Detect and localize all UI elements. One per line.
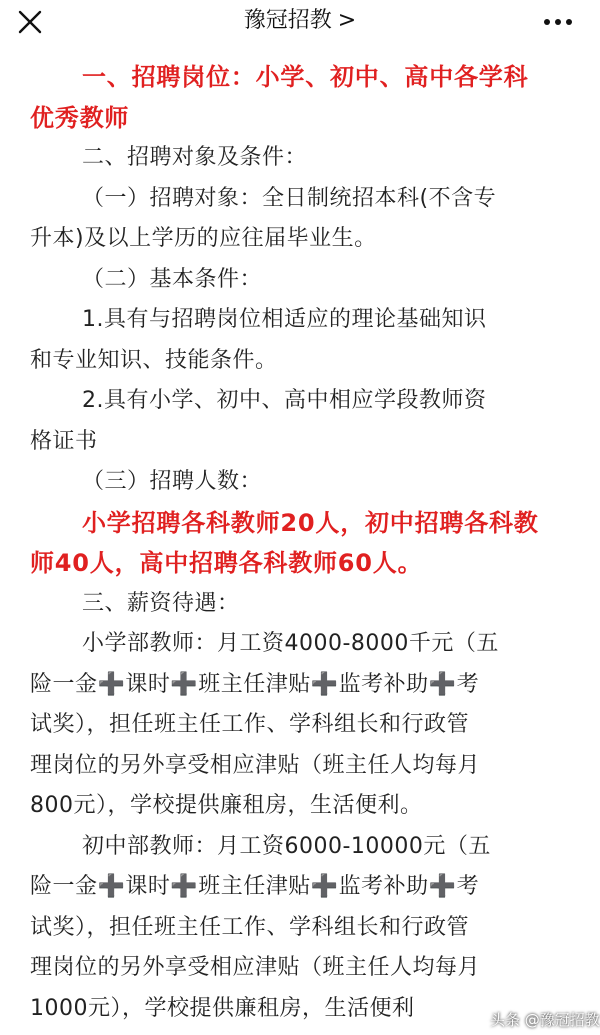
article-line: 险一金➕课时➕班主任津贴➕监考补助➕考 (30, 874, 480, 899)
article-line: 一、招聘岗位：小学、初中、高中各学科 (82, 63, 529, 91)
watermark (468, 1009, 600, 1031)
more-dots-icon (538, 10, 578, 34)
article-line: 三、薪资待遇： (82, 590, 240, 616)
article-line: 初中部教师：月工资6000-10000元（五 (82, 833, 491, 859)
account-title: 豫冠招教 (243, 8, 332, 33)
article-line: （三）招聘人数： (82, 469, 263, 494)
article-line: 师40人，高中招聘各科教师60人。 (30, 549, 423, 577)
article-line: 升本)及以上学历的应往届毕业生。 (30, 226, 377, 251)
article-line: 800元），学校提供廉租房，生活便利。 (30, 793, 423, 818)
article-line: 试奖），担任班主任工作、学科组长和行政管 (30, 712, 470, 737)
article-line: 格证书 (30, 428, 98, 454)
chevron-right-icon: > (337, 8, 357, 33)
article-line: 试奖），担任班主任工作、学科组长和行政管 (30, 914, 470, 940)
article-line: 理岗位的另外享受相应津贴（班主任人均每月 (30, 955, 481, 980)
article-line: 小学招聘各科教师20人，初中招聘各科教 (82, 508, 539, 537)
article-body (0, 57, 600, 1029)
watermark-text: 头条 @豫冠招教 (490, 1011, 600, 1029)
account-title-link[interactable] (150, 0, 450, 44)
article-line: 险一金➕课时➕班主任津贴➕监考补助➕考 (30, 671, 480, 697)
article-line: 小学部教师：月工资4000-8000千元（五 (82, 631, 499, 656)
top-nav-bar (0, 0, 600, 44)
article-line: （一）招聘对象：全日制统招本科(不含专 (82, 185, 497, 211)
article-line: 1000元），学校提供廉租房，生活便利 (30, 995, 415, 1021)
article-line: 1.具有与招聘岗位相适应的理论基础知识 (82, 307, 487, 332)
article-line: 优秀教师 (30, 103, 130, 132)
article-line: 和专业知识、技能条件。 (30, 347, 278, 373)
more-options-button[interactable] (538, 10, 578, 34)
article-line: 理岗位的另外享受相应津贴（班主任人均每月 (30, 752, 481, 778)
close-icon (14, 6, 46, 38)
close-button[interactable] (14, 6, 46, 38)
article-line: 2.具有小学、初中、高中相应学段教师资 (82, 388, 487, 413)
article-line: 二、招聘对象及条件： (82, 145, 308, 170)
article-line: （二）基本条件： (82, 266, 263, 292)
